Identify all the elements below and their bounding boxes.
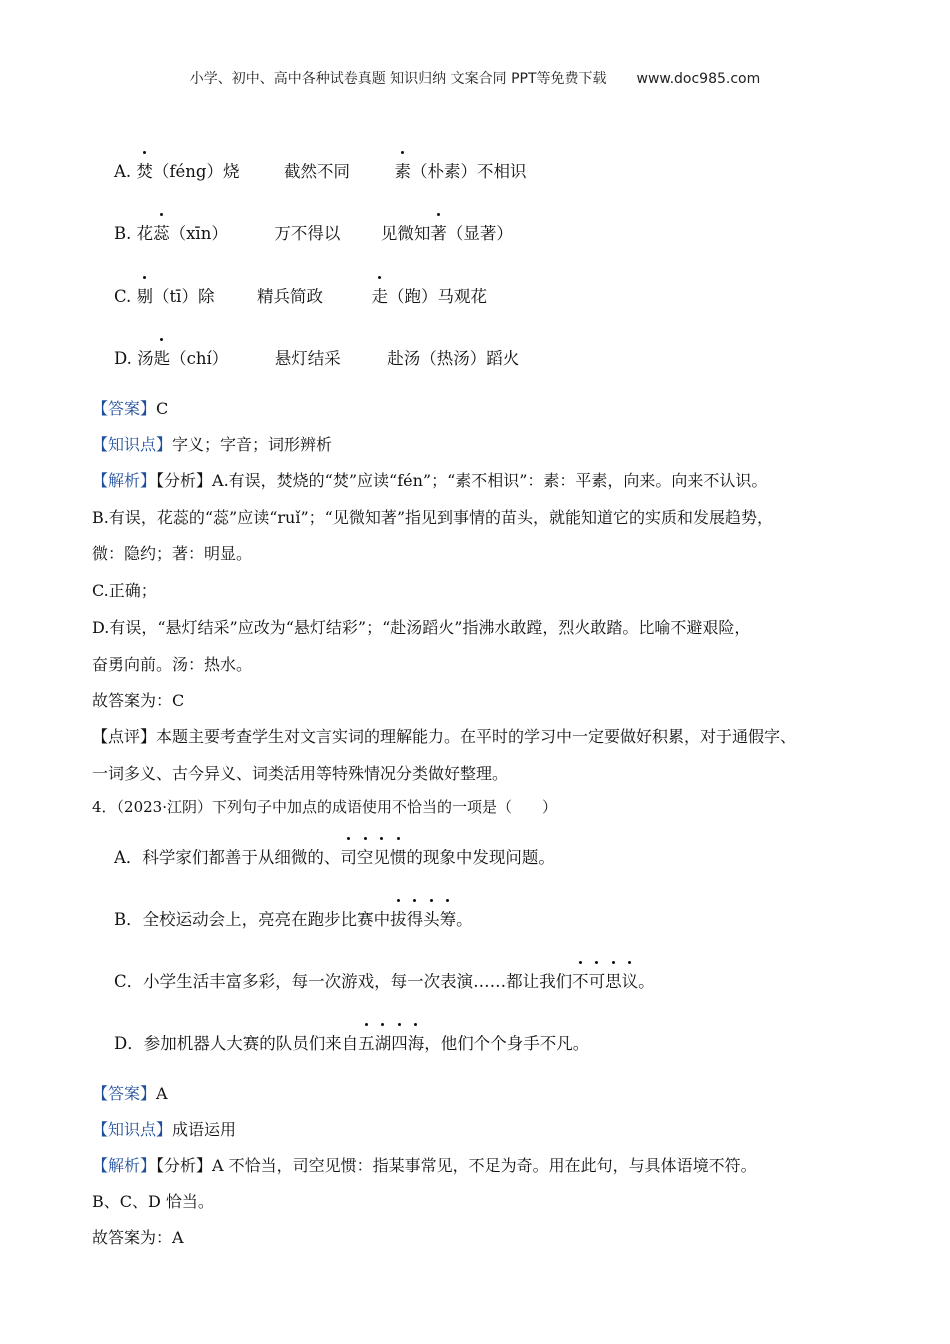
knowledge-value: 字义；字音；词形辨析 bbox=[172, 435, 333, 454]
option-text: 汤 bbox=[137, 349, 154, 368]
option-text: 。 bbox=[456, 910, 473, 929]
dotted-char: 空 bbox=[357, 844, 374, 868]
dotted-char: 可 bbox=[589, 968, 606, 992]
q3-knowledge-point bbox=[92, 432, 332, 455]
dotted-char: 思 bbox=[605, 968, 622, 992]
dotted-char: 匙 bbox=[154, 345, 171, 369]
q3-option-a bbox=[114, 158, 526, 182]
q4-option-d bbox=[114, 1030, 589, 1054]
dotted-char: 司 bbox=[340, 844, 357, 868]
q3-analysis-line: 微：隐约；著：明显。 bbox=[92, 544, 253, 563]
analysis-tag: 【解析】 bbox=[92, 471, 157, 490]
option-text: （féng）烧 bbox=[152, 162, 240, 181]
analysis-text: 【分析】A 不恰当，司空见惯：指某事常见，不足为奇。用在此句，与具体语境不符。 bbox=[156, 1156, 757, 1175]
knowledge-tag: 【知识点】 bbox=[92, 1120, 173, 1139]
option-label: D. bbox=[114, 349, 132, 368]
comment-tag: 【点评】 bbox=[92, 727, 157, 746]
q3-analysis-line bbox=[92, 468, 767, 491]
q4-option-a bbox=[114, 844, 555, 868]
option-text: 截然不同 bbox=[283, 162, 350, 181]
option-label: A. bbox=[114, 162, 132, 181]
dotted-char: 议 bbox=[622, 968, 639, 992]
q4-option-b bbox=[114, 906, 473, 930]
dotted-char: 湖 bbox=[375, 1030, 392, 1054]
option-text: 万不得以 bbox=[274, 224, 341, 243]
option-text: 的现象中发现问题。 bbox=[406, 848, 555, 867]
option-text: 见微知 bbox=[380, 224, 431, 243]
page-header bbox=[0, 68, 950, 88]
option-label: C. bbox=[114, 287, 132, 306]
option-text: 参加机器人大赛的队员们来自 bbox=[143, 1034, 359, 1053]
dotted-char: 五 bbox=[358, 1030, 375, 1054]
analysis-text: 【分析】A.有误，焚烧的“焚”应读“fén”；“素不相识”：素：平素，向来。向来不认识。 bbox=[156, 471, 768, 490]
q3-analysis-line: B.有误，花蕊的“蕊”应读“ruǐ”；“见微知著”指见到事情的苗头，就能知道它的实质和发展趋势， bbox=[92, 508, 773, 527]
dotted-char: 得 bbox=[407, 906, 424, 930]
dotted-char: 素 bbox=[394, 158, 411, 182]
option-label: D． bbox=[114, 1034, 144, 1053]
knowledge-tag: 【知识点】 bbox=[92, 435, 173, 454]
dotted-idiom bbox=[358, 1034, 424, 1053]
option-text: （跑）马观花 bbox=[387, 287, 487, 306]
q3-option-d bbox=[114, 345, 519, 369]
q3-analysis-line: 奋勇向前。汤：热水。 bbox=[92, 655, 253, 674]
dotted-char: 拔 bbox=[390, 906, 407, 930]
q4-analysis-line: B、C、D 恰当。 bbox=[92, 1192, 214, 1211]
comment-text: 本题主要考查学生对文言实词的理解能力。在平时的学习中一定要做好积累，对于通假字、 bbox=[156, 727, 797, 746]
option-label: C． bbox=[114, 972, 144, 991]
q3-comment bbox=[92, 724, 796, 747]
option-text: 花 bbox=[136, 224, 154, 243]
knowledge-value: 成语运用 bbox=[172, 1120, 237, 1139]
answer-tag: 【答案】 bbox=[92, 399, 157, 418]
option-text: （xīn） bbox=[169, 224, 228, 243]
dotted-char: 剔 bbox=[137, 283, 154, 307]
option-text: 科学家们都善于从细微的、 bbox=[142, 848, 341, 867]
option-text: 悬灯结采 bbox=[274, 349, 341, 368]
q3-answer bbox=[92, 396, 168, 419]
q3-option-b bbox=[114, 220, 513, 244]
q4-knowledge-point bbox=[92, 1117, 236, 1140]
dotted-char: 筹 bbox=[440, 906, 457, 930]
q3-comment-line: 一词多义、古今异义、词类活用等特殊情况分类做好整理。 bbox=[92, 764, 509, 783]
option-text: ，他们个个身手不凡。 bbox=[424, 1034, 590, 1053]
option-text: 精兵简政 bbox=[256, 287, 323, 306]
header-text: 小学、初中、高中各种试卷真题 知识归纳 文案合同 PPT等免费下载 bbox=[189, 71, 607, 87]
option-text: 全校运动会上，亮亮在跑步比赛中 bbox=[142, 910, 391, 929]
dotted-char: 头 bbox=[423, 906, 440, 930]
analysis-tag: 【解析】 bbox=[92, 1156, 157, 1175]
option-label: B． bbox=[114, 910, 143, 929]
answer-tag: 【答案】 bbox=[92, 1084, 157, 1103]
dotted-char: 四 bbox=[391, 1030, 408, 1054]
q4-option-c bbox=[114, 968, 655, 992]
dotted-idiom bbox=[390, 910, 456, 929]
option-text: 小学生活丰富多彩，每一次游戏，每一次表演……都让我们 bbox=[143, 972, 573, 991]
option-text: （chí） bbox=[170, 349, 229, 368]
dotted-char: 惯 bbox=[390, 844, 407, 868]
dotted-char: 蕊 bbox=[153, 220, 170, 244]
q3-final-answer: 故答案为：C bbox=[92, 691, 185, 710]
dotted-char: 见 bbox=[373, 844, 390, 868]
option-label: A． bbox=[114, 848, 143, 867]
answer-value: C bbox=[156, 399, 169, 418]
dotted-char: 走 bbox=[371, 283, 388, 307]
dotted-char: 不 bbox=[572, 968, 589, 992]
dotted-char: 著 bbox=[430, 220, 447, 244]
option-label: B. bbox=[114, 224, 132, 243]
q3-analysis-line: C.正确； bbox=[92, 581, 157, 600]
dotted-char: 焚 bbox=[136, 158, 153, 182]
q3-analysis-line: D.有误，“悬灯结采”应改为“悬灯结彩”；“赴汤蹈火”指沸水敢蹚，烈火敢踏。比喻不避艰险， bbox=[92, 618, 751, 637]
option-text: （朴素）不相识 bbox=[410, 162, 527, 181]
header-url: www.doc985.com bbox=[636, 71, 761, 87]
dotted-idiom bbox=[340, 848, 406, 867]
dotted-char: 海 bbox=[408, 1030, 425, 1054]
q4-answer bbox=[92, 1081, 168, 1104]
option-text: （tī）除 bbox=[153, 287, 215, 306]
q4-final-answer: 故答案为：A bbox=[92, 1228, 184, 1247]
option-text: （显著） bbox=[446, 224, 513, 243]
option-text: 。 bbox=[638, 972, 655, 991]
dotted-idiom bbox=[572, 972, 638, 991]
option-text: 赴汤（热汤）蹈火 bbox=[387, 349, 520, 368]
q4-stem: 4．（2023·江阴）下列句子中加点的成语使用不恰当的一项是（ ） bbox=[92, 798, 557, 816]
q4-analysis-line bbox=[92, 1153, 757, 1176]
q3-option-c bbox=[114, 283, 487, 307]
answer-value: A bbox=[156, 1084, 168, 1103]
